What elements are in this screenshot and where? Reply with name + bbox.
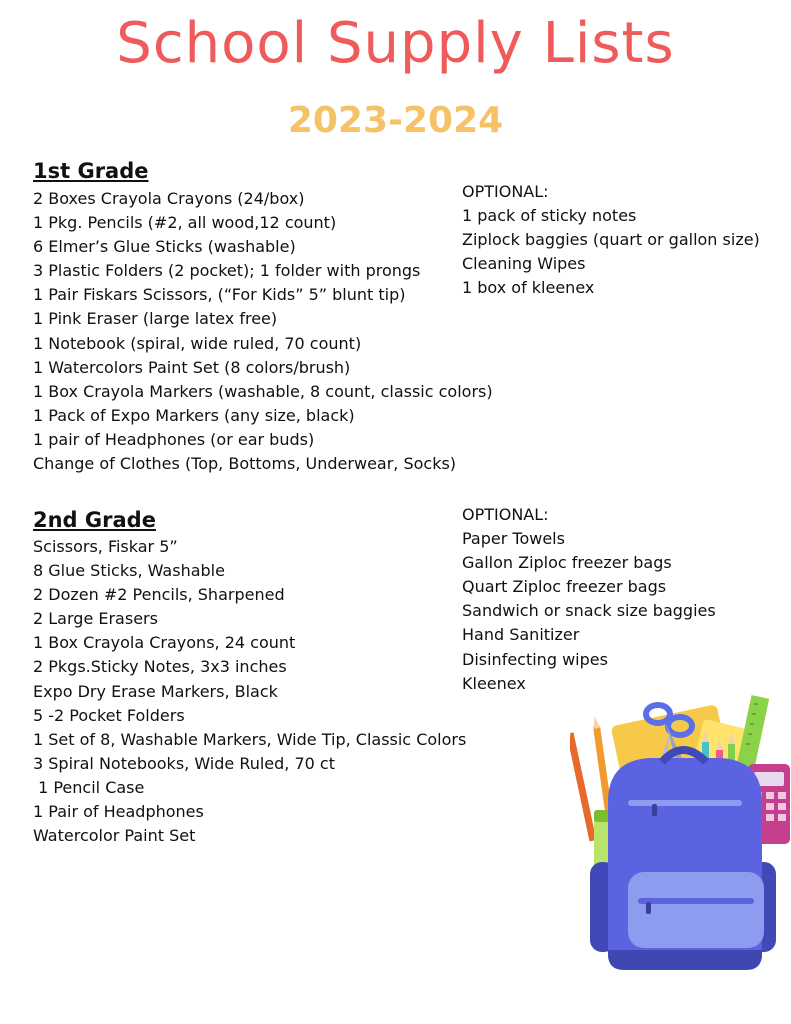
list-item: 1 Pair Fiskars Scissors, (“For Kids” 5” blunt tip) [33, 285, 406, 305]
grade2-section [33, 507, 466, 848]
list-item: Expo Dry Erase Markers, Black [33, 681, 278, 701]
list-item: 1 Set of 8, Washable Markers, Wide Tip, Classic Colors [33, 729, 467, 749]
grade2-list [33, 535, 466, 848]
list-item: 1 Box Crayola Crayons, 24 count [33, 633, 296, 653]
list-item: 1 Watercolors Paint Set (8 colors/brush) [33, 357, 351, 377]
list-item: 1 Box Crayola Markers (washable, 8 count, classic colors) [33, 381, 493, 401]
list-item: 2 Large Erasers [33, 609, 158, 629]
optional-label: OPTIONAL: [462, 182, 549, 201]
list-item: Scissors, Fiskar 5” [33, 537, 178, 556]
school-year: 2023-2024 [287, 100, 504, 141]
list-item: 1 Pink Eraser (large latex free) [33, 309, 278, 329]
list-item: 2 Pkgs.Sticky Notes, 3x3 inches [33, 657, 287, 677]
list-item: 6 Elmer’s Glue Sticks (washable) [33, 237, 296, 257]
list-item: 1 box of kleenex [462, 278, 595, 298]
list-item: 3 Spiral Notebooks, Wide Ruled, 70 ct [33, 753, 335, 773]
grade2-optional-list [462, 527, 716, 696]
grade1-optional-list [462, 204, 760, 300]
grade2-heading: 2nd Grade [33, 508, 156, 532]
grade1-section [33, 158, 493, 476]
list-item: Hand Sanitizer [462, 625, 580, 645]
list-item: Kleenex [462, 673, 526, 693]
list-item: Cleaning Wipes [462, 254, 586, 274]
list-item: 3 Plastic Folders (2 pocket); 1 folder with prongs [33, 261, 421, 281]
list-item: 5 -2 Pocket Folders [33, 705, 185, 725]
list-item: 8 Glue Sticks, Washable [33, 561, 225, 581]
list-item: 1 Notebook (spiral, wide ruled, 70 count) [33, 333, 362, 353]
list-item: Quart Ziploc freezer bags [462, 577, 667, 597]
list-item: Disinfecting wipes [462, 649, 608, 669]
list-item: Change of Clothes (Top, Bottoms, Underwear, Socks) [33, 454, 457, 474]
list-item: 1 Pack of Expo Markers (any size, black) [33, 405, 355, 425]
grade2-optional [462, 503, 716, 696]
grade1-list [33, 187, 493, 476]
list-item: 2 Boxes Crayola Crayons (24/box) [33, 189, 305, 208]
grade1-heading: 1st Grade [33, 159, 149, 183]
optional-label: OPTIONAL: [462, 505, 549, 524]
list-item: Paper Towels [462, 529, 565, 549]
list-item: 1 pair of Headphones (or ear buds) [33, 429, 315, 449]
page-title: School Supply Lists [116, 11, 675, 76]
list-item: 1 Pkg. Pencils (#2, all wood,12 count) [33, 213, 337, 233]
list-item: 1 pack of sticky notes [462, 206, 637, 226]
list-item: 2 Dozen #2 Pencils, Sharpened [33, 585, 285, 605]
list-item: Ziplock baggies (quart or gallon size) [462, 230, 760, 250]
backpack-with-supplies-icon [570, 692, 791, 982]
list-item: Gallon Ziploc freezer bags [462, 553, 672, 573]
list-item: Sandwich or snack size baggies [462, 601, 716, 621]
list-item: 1 Pair of Headphones [33, 802, 204, 822]
grade1-optional [462, 180, 760, 300]
list-item: 1 Pencil Case [33, 777, 145, 797]
list-item: Watercolor Paint Set [33, 826, 196, 846]
